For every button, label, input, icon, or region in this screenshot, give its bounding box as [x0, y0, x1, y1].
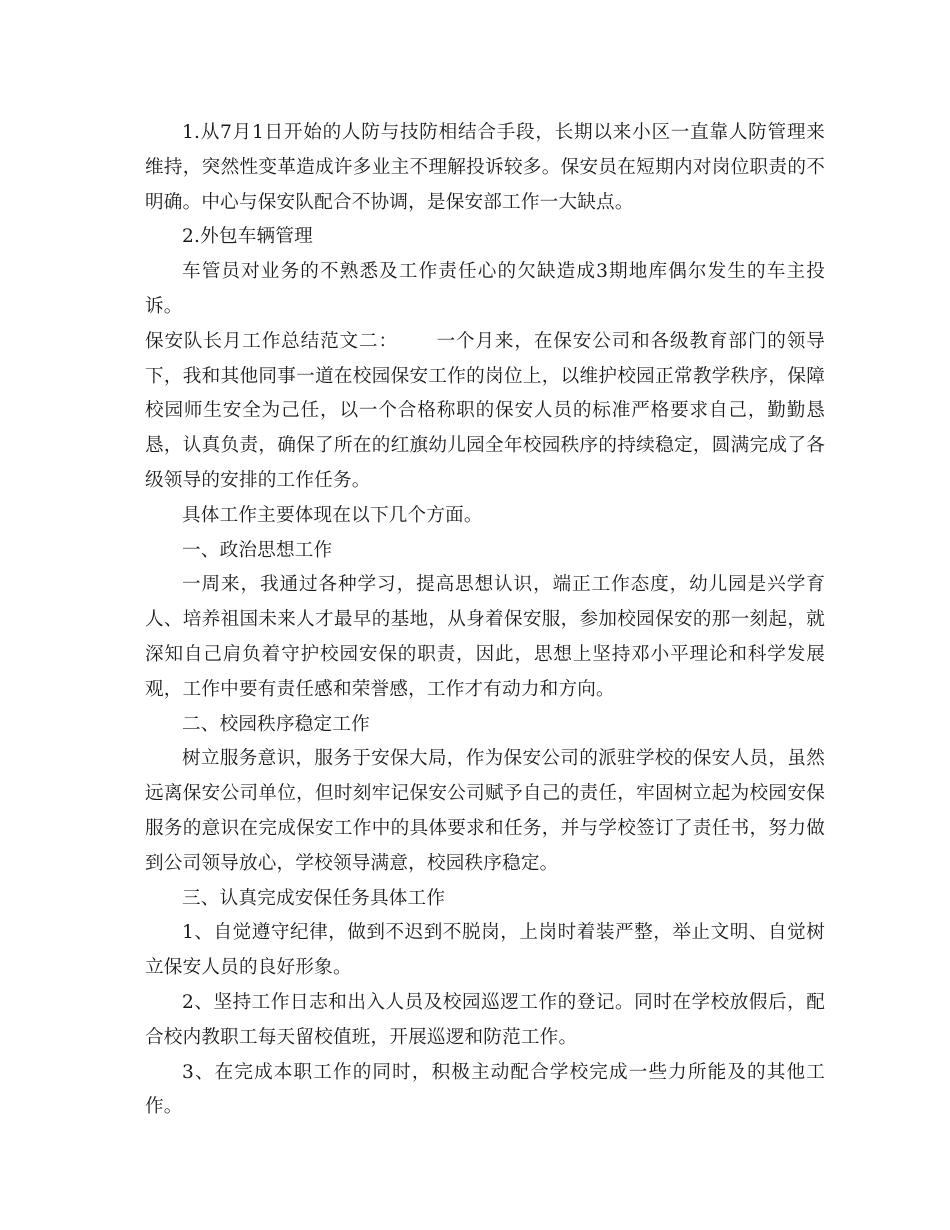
heading-campus-order: 二、校园秩序稳定工作 — [182, 713, 370, 735]
paragraph-13: 3、在完成本职工作的同时，积极主动配合学校完成一些力所能及的其他工作。 — [145, 1061, 825, 1118]
paragraph-3: 车管员对业务的不熟悉及工作责任心的欠缺造成3期地库偶尔发生的车主投诉。 — [145, 261, 825, 317]
paragraph-11: 1、自觉遵守纪律，做到不迟到不脱岗，上岗时着装严整，举止文明、自觉树立保安人员的良好形象。 — [145, 922, 825, 979]
paragraph-12: 2、坚持工作日志和出入人员及校园巡逻工作的登记。同时在学校放假后，配合校内教职工每天留校值班，开展巡逻和防范工作。 — [145, 991, 825, 1048]
paragraph-2-heading: 2.外包车辆管理 — [182, 226, 313, 248]
section-title: 保安队长月工作总结范文二： — [145, 330, 398, 352]
section-body: 一个月来，在保安公司和各级教育部门的领导下，我和其他同事一道在校园保安工作的岗位上，以维护校园正常教学秩序，保障校园师生安全为己任，以一个合格称职的保安人员的标准严格要求自己，勤勤恳恳，认真负责，确保了所在的红旗幼儿园全年校园秩序的持续稳定，圆满完成了各级领导的安排的工作任务。 — [145, 330, 825, 491]
heading-political-work: 一、政治思想工作 — [182, 539, 333, 561]
heading-security-tasks: 三、认真完成安保任务具体工作 — [182, 887, 446, 909]
paragraph-5: 具体工作主要体现在以下几个方面。 — [182, 504, 483, 526]
document-page — [145, 116, 825, 1125]
paragraph-4 — [145, 325, 825, 499]
paragraph-9: 树立服务意识，服务于安保大局，作为保安公司的派驻学校的保安人员，虽然远离保安公司单位，但时刻牢记保安公司赋予自己的责任，牢固树立起为校园安保服务的意识在完成保安工作中的具体要求和任务，并与学校签订了责任书，努力做到公司领导放心，学校领导满意，校园秩序稳定。 — [145, 748, 825, 874]
paragraph-1: 1.从7月1日开始的人防与技防相结合手段，长期以来小区一直靠人防管理来维持，突然性变革造成许多业主不理解投诉较多。保安员在短期内对岗位职责的不明确。中心与保安队配合不协调，是保安部工作一大缺点。 — [145, 122, 825, 213]
paragraph-7: 一周来，我通过各种学习，提高思想认识，端正工作态度，幼儿园是兴学育人、培养祖国未来人才最早的基地，从身着保安服，参加校园保安的那一刻起，就深知自己肩负着守护校园安保的职责，因此，思想上坚持邓小平理论和科学发展观，工作中要有责任感和荣誉感，工作才有动力和方向。 — [145, 574, 825, 700]
